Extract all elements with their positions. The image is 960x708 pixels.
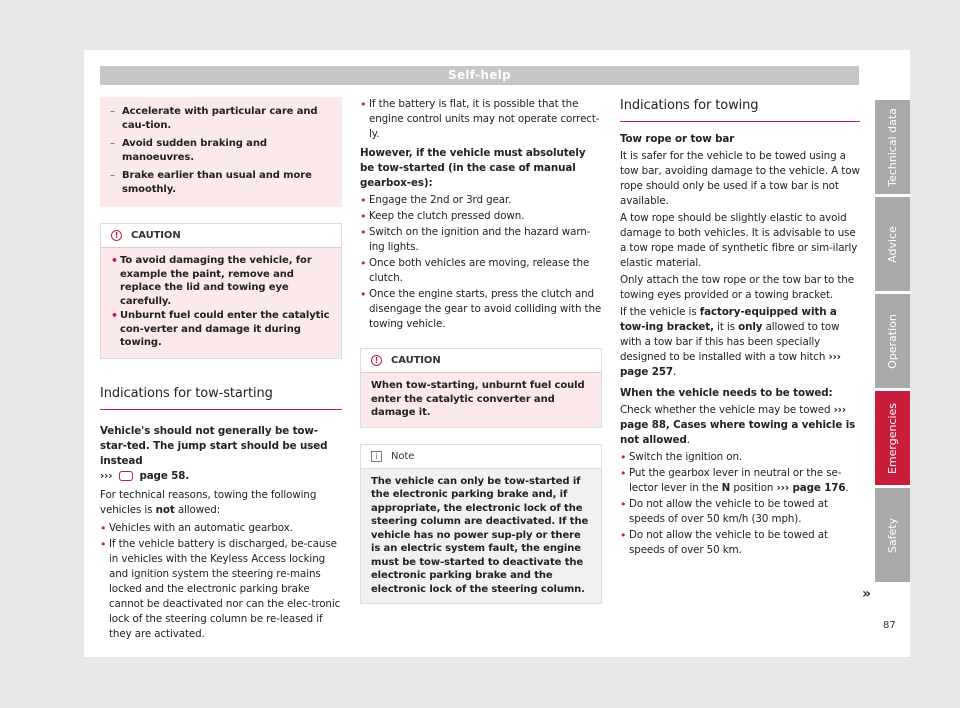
page-link[interactable]: ››› page 257 xyxy=(620,351,841,378)
paragraph: Only attach the tow rope or the tow bar to the towing eyes provided or a towing bracket. xyxy=(620,274,854,301)
paragraph: A tow rope should be slightly elastic to avoid damage to both vehicles. It is advisable to use a tow rope made of synthetic fibre or sim-ilarly elastic material. xyxy=(620,212,858,269)
note-text: The vehicle can only be tow-started if the electronic parking brake and, if appropriate, the electronic lock of the steering column are deactivated. If the vehicle has no power sup-ply or there is an electric system fault, the engine must be tow-started to deactivate the electronic parking brake and the electronic lock of the steering column. xyxy=(371,475,589,595)
tab-emergencies[interactable]: Emergencies xyxy=(875,391,910,485)
dash-text: Accelerate with particular care and cau-tion. xyxy=(122,106,318,131)
continue-mark: » xyxy=(862,586,872,602)
page-link[interactable]: ››› page 88, Cases where towing a vehicle is not allowed xyxy=(620,404,856,446)
car-icon xyxy=(119,471,133,481)
list-item: • Do not allow the vehicle to be towed at speeds of over 50 km. xyxy=(620,529,828,556)
list-item: • Switch the ignition on. xyxy=(620,451,743,464)
column-2 xyxy=(360,97,602,604)
list-item: • Keep the clutch pressed down. xyxy=(360,210,525,223)
paragraph: Check whether the vehicle may be towed ››› page 88, Cases where towing a vehicle is not allowed. xyxy=(620,404,856,446)
page-link[interactable]: ››› page 176 xyxy=(776,482,846,494)
caution-item: • Unburnt fuel could enter the catalytic con-verter and damage it during towing. xyxy=(111,309,330,348)
list-item: • Once the engine starts, press the clutch and disengage the gear to avoid colliding with the towing vehicle. xyxy=(360,288,602,330)
subheading: When the vehicle needs to be towed: xyxy=(620,387,833,399)
list-item: • Put the gearbox lever in neutral or the se-lector lever in the N position ››› page 176. xyxy=(620,467,849,494)
note-label: Note xyxy=(391,450,415,462)
dash-text: Brake earlier than usual and more smoothly. xyxy=(122,170,312,195)
paragraph: If the vehicle is factory-equipped with a tow-ing bracket, it is only allowed to tow with a tow bar if this has been specially designed to be installed with a tow hitch ››› page 257. xyxy=(620,306,841,378)
caution-box xyxy=(360,348,602,428)
caution-icon: ! xyxy=(371,355,382,366)
tab-advice[interactable]: Advice xyxy=(875,197,910,291)
bold-paragraph: However, if the vehicle must absolutely be tow-started (in the case of manual gearbox-es): xyxy=(360,147,586,189)
caution-icon: ! xyxy=(111,230,122,241)
caution-text: When tow-starting, unburnt fuel could enter the catalytic converter and damage it. xyxy=(371,380,585,418)
caution-label: CAUTION xyxy=(391,355,441,366)
list-item: • Engage the 2nd or 3rd gear. xyxy=(360,194,512,207)
list-item: • If the vehicle battery is discharged, be-cause in vehicles with the Keyless Access locking and ignition system the steering re-mains locked and the electronic parking brake cannot be deactivated nor can the elec-tronic lock of the steering column be re-leased if they are activated. xyxy=(100,537,341,640)
section-title: Indications for towing xyxy=(620,97,860,122)
caution-label: CAUTION xyxy=(131,230,181,241)
note-icon: i xyxy=(371,451,382,462)
paragraph: For technical reasons, towing the following vehicles is not allowed: xyxy=(100,488,317,516)
column-3 xyxy=(620,97,860,559)
column-1 xyxy=(100,97,342,643)
page-number: 87 xyxy=(883,620,896,631)
tab-safety[interactable]: Safety xyxy=(875,488,910,582)
note-box xyxy=(360,444,602,605)
subheading: Tow rope or tow bar xyxy=(620,133,735,145)
intro-text: Vehicle's should not generally be tow-star-ted. The jump start should be used instead ››› page 58. xyxy=(100,424,328,482)
tab-technical-data[interactable]: Technical data xyxy=(875,100,910,194)
list-item: • Vehicles with an automatic gearbox. xyxy=(100,521,293,535)
dash-item: – Brake earlier than usual and more smoothly. xyxy=(110,169,332,197)
tab-operation[interactable]: Operation xyxy=(875,294,910,388)
paragraph: It is safer for the vehicle to be towed using a tow bar, avoiding damage to the vehicle. A tow rope should only be used if a tow bar is not available. xyxy=(620,150,860,207)
caution-item: • To avoid damaging the vehicle, for example the paint, remove and replace the lid and towing eye carefully. xyxy=(111,254,312,307)
dash-text: Avoid sudden braking and manoeuvres. xyxy=(122,138,267,163)
list-item: • If the battery is flat, it is possible that the engine control units may not operate correct-ly. xyxy=(360,98,600,140)
list-item: • Switch on the ignition and the hazard warn-ing lights. xyxy=(360,226,591,253)
dash-item: – Accelerate with particular care and cau-tion. xyxy=(110,105,332,133)
caution-box xyxy=(100,223,342,359)
section-title: Indications for tow-starting xyxy=(100,385,342,410)
list-item: • Do not allow the vehicle to be towed at speeds of over 50 km/h (30 mph). xyxy=(620,498,828,525)
dash-item: – Avoid sudden braking and manoeuvres. xyxy=(110,137,332,165)
page-header: Self-help xyxy=(100,66,859,85)
side-tabs xyxy=(875,100,910,585)
list-item: • Once both vehicles are moving, release the clutch. xyxy=(360,257,590,284)
page-link[interactable]: page 58 xyxy=(139,469,186,482)
warning-box xyxy=(100,97,342,207)
